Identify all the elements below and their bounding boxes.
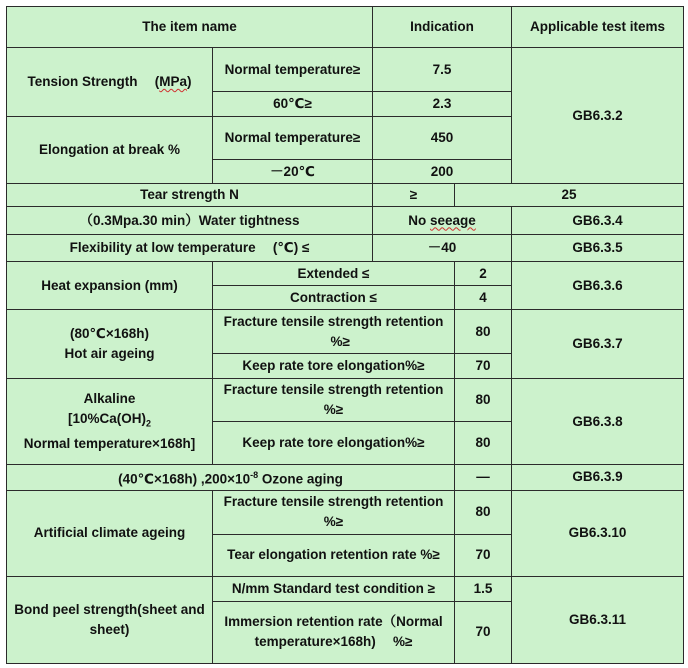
water-value: No seeage	[373, 207, 512, 235]
bond-standard-value: 1.5	[455, 576, 512, 601]
hotair-keep-condition: Keep rate tore elongation%≥	[213, 354, 455, 379]
heat-contraction-value: 4	[455, 286, 512, 310]
tear-label: Tear strength N	[7, 184, 373, 207]
tension-unit: MPa	[159, 74, 187, 89]
header-item-name: The item name	[7, 7, 373, 48]
tear-condition: ≥	[373, 184, 455, 207]
bond-standard-condition: N/mm Standard test condition ≥	[213, 576, 455, 601]
ozone-row	[7, 465, 684, 491]
tension-hot-value: 2.3	[373, 92, 512, 117]
hotair-label: (80℃×168h) Hot air ageing	[7, 310, 213, 379]
elongation-normal-value: 450	[373, 117, 512, 160]
climate-label: Artificial climate ageing	[7, 490, 213, 576]
heat-label: Heat expansion (mm)	[7, 262, 213, 310]
ozone-label: (40℃×168h) $,200\times 10^{-8}$ Ozone aging	[7, 465, 455, 491]
water-label: （0.3Mpa.30 min）Water tightness	[7, 207, 373, 235]
std-gb6311: GB6.3.11	[512, 576, 684, 663]
elongation-cold-value: 200	[373, 160, 512, 184]
climate-tear-condition: Tear elongation retention rate %≥	[213, 534, 455, 576]
alkaline-fracture-value: 80	[455, 379, 512, 422]
std-gb632: GB6.3.2	[512, 48, 684, 184]
flex-value: －40	[373, 235, 512, 262]
bond-label: Bond peel strength(sheet and sheet)	[7, 576, 213, 663]
alkaline-row-fracture	[7, 379, 684, 422]
tension-row-normal	[7, 48, 684, 92]
climate-fracture-condition: Fracture tensile strength retention %≥	[213, 490, 455, 534]
tear-row	[7, 184, 684, 207]
ozone-value: —	[455, 465, 512, 491]
heat-extended-value: 2	[455, 262, 512, 286]
heat-row-extended	[7, 262, 684, 286]
std-gb635: GB6.3.5	[512, 235, 684, 262]
tension-hot-condition: 60℃≥	[213, 92, 373, 117]
alkaline-label: Alkaline [$10\%Ca(OH)_2$ Normal temperature×168h]	[7, 379, 213, 465]
tension-label: Tension Strength (MPa)	[7, 48, 213, 117]
header-indication: Indication	[373, 7, 512, 48]
spec-table	[6, 6, 684, 664]
bond-row-standard	[7, 576, 684, 601]
std-gb6310: GB6.3.10	[512, 490, 684, 576]
bond-immersion-value: 70	[455, 601, 512, 663]
std-gb636: GB6.3.6	[512, 262, 684, 310]
bond-immersion-condition: Immersion retention rate（Normal temperature×168h) %≥	[213, 601, 455, 663]
hotair-keep-value: 70	[455, 354, 512, 379]
elongation-cold-condition: －20℃	[213, 160, 373, 184]
alkaline-fracture-condition: Fracture tensile strength retention %≥	[213, 379, 455, 422]
heat-extended-condition: Extended ≤	[213, 262, 455, 286]
heat-contraction-condition: Contraction ≤	[213, 286, 455, 310]
water-row	[7, 207, 684, 235]
spec-table-wrapper	[6, 6, 684, 664]
std-gb637: GB6.3.7	[512, 310, 684, 379]
hotair-fracture-value: 80	[455, 310, 512, 354]
tear-value: 25	[455, 184, 684, 207]
elongation-normal-condition: Normal temperature≥	[213, 117, 373, 160]
flex-row	[7, 235, 684, 262]
std-gb639: GB6.3.9	[512, 465, 684, 491]
climate-row-fracture	[7, 490, 684, 534]
header-row	[7, 7, 684, 48]
header-applicable: Applicable test items	[512, 7, 684, 48]
climate-fracture-value: 80	[455, 490, 512, 534]
flex-label: Flexibility at low temperature (℃) ≤	[7, 235, 373, 262]
elongation-label: Elongation at break %	[7, 117, 213, 184]
tension-normal-value: 7.5	[373, 48, 512, 92]
alkaline-keep-value: 80	[455, 422, 512, 465]
climate-tear-value: 70	[455, 534, 512, 576]
alkaline-keep-condition: Keep rate tore elongation%≥	[213, 422, 455, 465]
hotair-row-fracture	[7, 310, 684, 354]
hotair-fracture-condition: Fracture tensile strength retention %≥	[213, 310, 455, 354]
std-gb634: GB6.3.4	[512, 207, 684, 235]
std-gb638: GB6.3.8	[512, 379, 684, 465]
tension-normal-condition: Normal temperature≥	[213, 48, 373, 92]
